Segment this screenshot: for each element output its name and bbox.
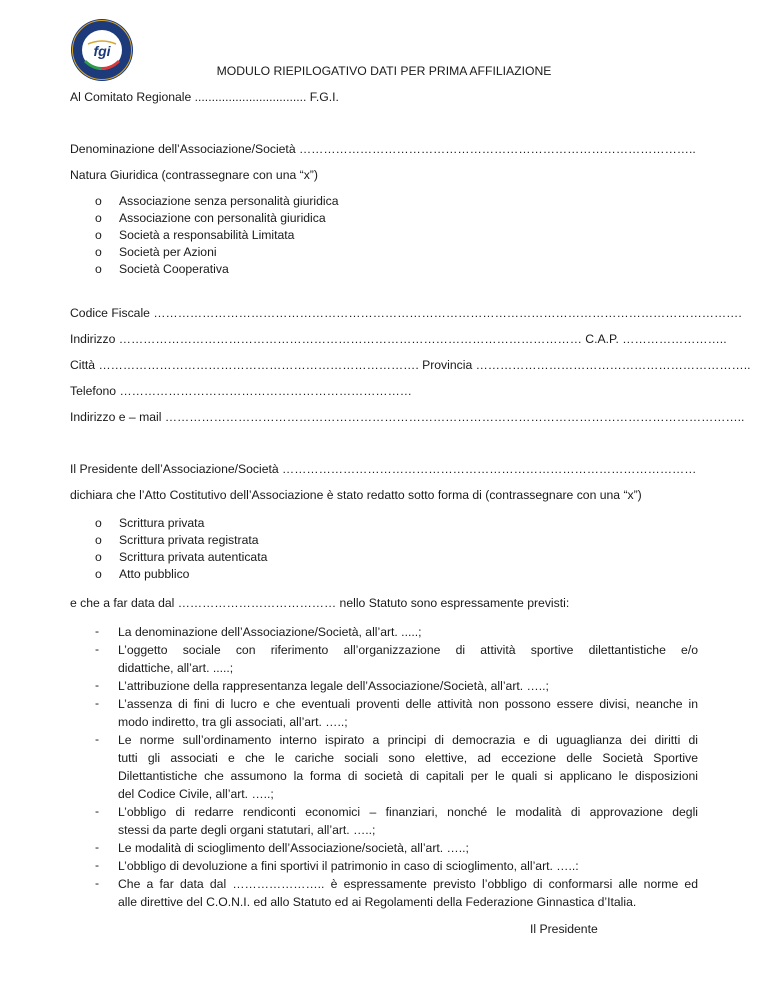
dash-marker: - — [95, 876, 100, 890]
statuto-item-line: didattiche, all’art. .....; — [118, 661, 234, 675]
natura-option[interactable] — [95, 211, 326, 225]
atto-option[interactable] — [95, 533, 259, 547]
natura-option[interactable] — [95, 245, 217, 259]
checkbox-circle-icon[interactable]: o — [95, 228, 102, 242]
page-title: MODULO RIEPILOGATIVO DATI PER PRIMA AFFILIAZIONE — [216, 64, 552, 78]
addressee-line: Al Comitato Regionale ................................. F.G.I. — [70, 90, 339, 104]
telefono-field[interactable]: Telefono ……………………………………………………………… — [70, 384, 412, 398]
statuto-item — [118, 641, 698, 677]
dash-marker: - — [95, 840, 100, 854]
dash-marker: - — [95, 624, 100, 638]
statuto-item-line: Le norme sull’ordinamento interno ispirato a principi di democrazia e di uguaglianza dei diritti di — [118, 733, 698, 747]
email-field[interactable]: Indirizzo e – mail …………………………………………………………………………………………………………………………….. — [70, 410, 745, 424]
statuto-item — [118, 731, 698, 803]
option-label: Associazione con personalità giuridica — [119, 211, 326, 225]
statuto-item — [118, 803, 698, 839]
option-label: Società a responsabilità Limitata — [119, 228, 295, 242]
checkbox-circle-icon[interactable]: o — [95, 516, 102, 530]
statuto-intro: e che a far data dal ………………………………… nello Statuto sono espressamente previsti: — [70, 596, 570, 610]
statuto-item-line: Che a far data dal ………………….. è espressamente previsto l’obbligo di conformarsi alle norme ed — [118, 877, 698, 891]
statuto-item — [118, 623, 698, 641]
dash-marker: - — [95, 858, 100, 872]
atto-option[interactable] — [95, 567, 189, 581]
statuto-item — [118, 857, 698, 875]
checkbox-circle-icon[interactable]: o — [95, 550, 102, 564]
checkbox-circle-icon[interactable]: o — [95, 245, 102, 259]
statuto-item-line: L’obbligo di redarre rendiconti economici – finanziari, nonché le modalità di approvazione degli — [118, 805, 698, 819]
statuto-item-line: modo indiretto, tra gli associati, all’art. …..; — [118, 715, 348, 729]
checkbox-circle-icon[interactable]: o — [95, 211, 102, 225]
dash-marker: - — [95, 732, 100, 746]
statuto-item — [118, 677, 698, 695]
checkbox-circle-icon[interactable]: o — [95, 262, 102, 276]
checkbox-circle-icon[interactable]: o — [95, 567, 102, 581]
natura-option[interactable] — [95, 228, 294, 242]
dash-marker: - — [95, 696, 100, 710]
indirizzo-field[interactable]: Indirizzo …………………………………………………………………………………………………… C.A.P. …………………….. — [70, 332, 727, 346]
codice-fiscale-field[interactable]: Codice Fiscale ………………………………………………………………………………………………………………………………. — [70, 306, 742, 320]
dash-marker: - — [95, 642, 100, 656]
statuto-item — [118, 695, 698, 731]
dichiara-text: dichiara che l’Atto Costitutivo dell’Associazione è stato redatto sotto forma di (contrassegnare con una “x”) — [70, 488, 642, 502]
statuto-item — [118, 839, 698, 857]
statuto-item-line: Dilettantistiche che assumono la forma di società di capitali per le quali si applicano le disposizioni — [118, 769, 698, 783]
statuto-item-line: L’oggetto sociale con riferimento all’organizzazione di attività sportive dilettantistiche e/o — [118, 643, 698, 657]
checkbox-circle-icon[interactable]: o — [95, 194, 102, 208]
presidente-field[interactable]: Il Presidente dell’Associazione/Società ………………………………………………………………………………………… — [70, 462, 697, 476]
denominazione-field[interactable]: Denominazione dell’Associazione/Società …………………………………………………………………………………….. — [70, 142, 696, 156]
statuto-item-line: stessi da parte degli organi statutari, all’art. …..; — [118, 823, 376, 837]
statuto-item-line: L’obbligo di devoluzione a fini sportivi il patrimonio in caso di scioglimento, all’art. …..: — [118, 859, 579, 873]
natura-option[interactable] — [95, 194, 339, 208]
natura-option[interactable] — [95, 262, 229, 276]
statuto-item-line: del Codice Civile, all’art. …..; — [118, 787, 274, 801]
statuto-item-line: La denominazione dell’Associazione/Società, all’art. .....; — [118, 625, 422, 639]
option-label: Scrittura privata autenticata — [119, 550, 268, 564]
option-label: Scrittura privata — [119, 516, 205, 530]
atto-option[interactable] — [95, 550, 267, 564]
logo-text: fgi — [93, 43, 111, 59]
option-label: Società Cooperativa — [119, 262, 229, 276]
citta-field[interactable]: Città ……………………………………………………………………. Provincia ………………………………………………………….. — [70, 358, 751, 372]
option-label: Associazione senza personalità giuridica — [119, 194, 339, 208]
statuto-item-line: tutti gli associati e che le cariche sociali sono elettive, ad eccezione delle Società Sportive — [118, 751, 698, 765]
atto-option[interactable] — [95, 516, 204, 530]
natura-label: Natura Giuridica (contrassegnare con una “x”) — [70, 168, 318, 182]
signature-label: Il Presidente — [530, 922, 598, 936]
statuto-item-line: L’attribuzione della rappresentanza legale dell’Associazione/Società, all’art. …..; — [118, 679, 549, 693]
option-label: Atto pubblico — [119, 567, 190, 581]
statuto-item-line: alle direttive del C.O.N.I. ed allo Statuto ed ai Regolamenti della Federazione Ginnastica d’Italia. — [118, 895, 637, 909]
statuto-item — [118, 875, 698, 911]
dash-marker: - — [95, 804, 100, 818]
option-label: Società per Azioni — [119, 245, 217, 259]
statuto-item-line: L’assenza di fini di lucro e che eventuali proventi delle attività non possono essere divisi, neanche in — [118, 697, 698, 711]
checkbox-circle-icon[interactable]: o — [95, 533, 102, 547]
statuto-item-line: Le modalità di scioglimento dell’Associazione/società, all’art. …..; — [118, 841, 469, 855]
option-label: Scrittura privata registrata — [119, 533, 259, 547]
dash-marker: - — [95, 678, 100, 692]
